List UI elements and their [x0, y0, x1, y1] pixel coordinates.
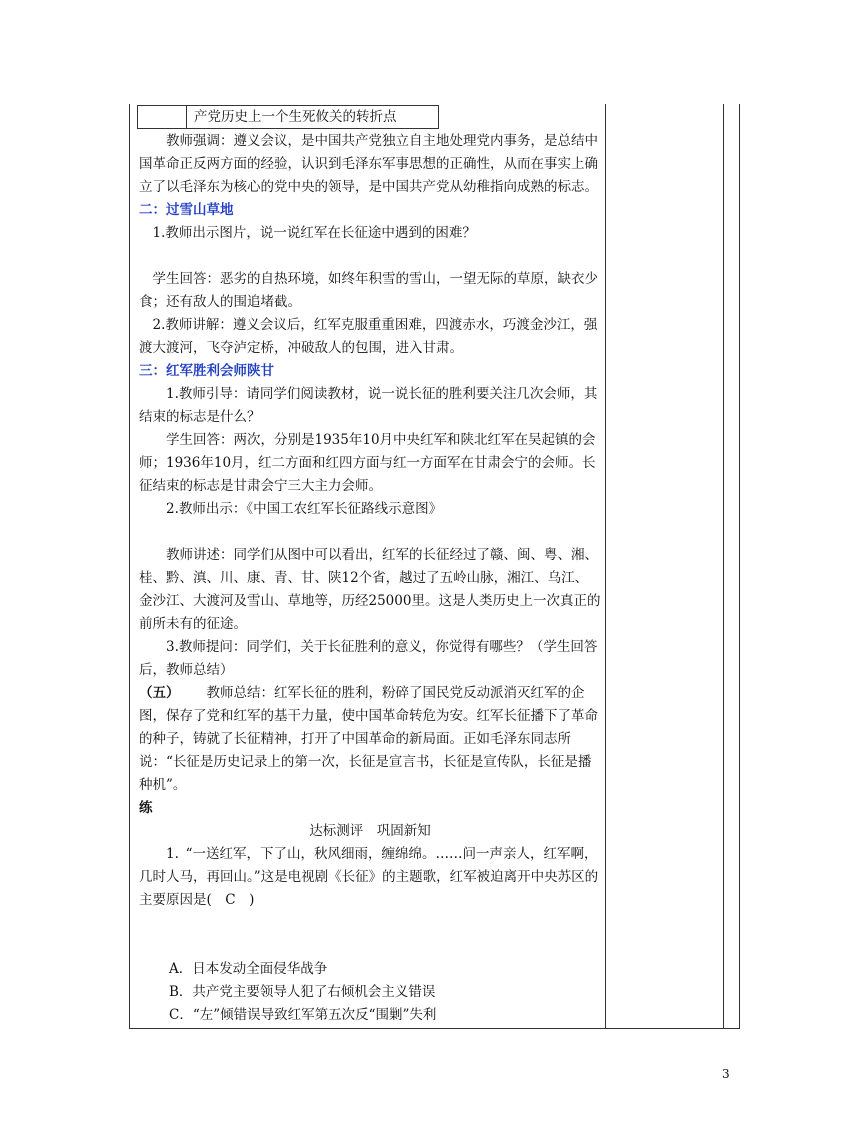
para-zunyi: 教师强调：遵义会议，是中国共产党独立自主地处理党内事务，是总结中国革命正反两方面的经验，认识到毛泽东军事思想的正确性，从而在事实上确立了以毛泽东为核心的党中央的领导，是中国共产党从幼稚指向成熟的标志。 — [139, 133, 598, 195]
teacher-narrate: 教师讲述：同学们从图中可以看出，红军的长征经过了赣、闽、粤、湘、桂、黔、滇、川、康、青、甘、陕12个省，越过了五岭山脉，湘江、乌江、金沙江、大渡河及雪山、草地等，历经25000里。这是人类历史上一次真正的前所未有的征途。 — [139, 547, 601, 632]
option-b: B．共产党主要领导人犯了右倾机会主义错误 — [169, 984, 436, 1000]
lesson-content — [139, 130, 601, 1027]
page-number: 3 — [722, 1067, 730, 1081]
question-rendezvous: 1.教师引导：请同学们阅读教材，说一说长征的胜利要关注几次会师，其结束的标志是什么？ — [139, 386, 598, 425]
test-title: 达标测评 巩固新知 — [309, 823, 431, 839]
section-five-label: （五） — [139, 685, 180, 701]
question-difficulties: 1.教师出示图片，说一说红军在长征途中遇到的困难？ — [152, 225, 476, 241]
option-a: A．日本发动全面侵华战争 — [169, 961, 328, 977]
column-divider-1 — [605, 104, 606, 1028]
map-show: 2.教师出示：《中国工农红军长征路线示意图》 — [166, 501, 443, 517]
top-empty-cell — [138, 106, 187, 128]
question-text: “一送红军，下了山，秋风细雨，缠绵绵。……问一声亲人，红军啊，几时人马，再回山。”这是电视剧《长征》的主题歌，红军被迫离开中央苏区的主要原因是( C ) — [139, 846, 599, 908]
top-cell-text: 产党历史上一个生死攸关的转折点 — [194, 109, 397, 125]
answer-rendezvous: 学生回答：两次，分别是1935年10月中央红军和陕北红军在吴起镇的会师；1936年10月，红二方面和红四方面与红一方面军在甘肃会宁的会师。长征结束的标志是甘肃会宁三大主力会师。 — [139, 432, 596, 494]
summary-paragraph — [139, 682, 601, 797]
column-divider-2 — [723, 104, 724, 1028]
practice-label: 练 — [139, 800, 153, 816]
question-number: 1. — [166, 846, 179, 862]
answer-difficulties: 学生回答：恶劣的自热环境，如终年积雪的雪山，一望无际的草原，缺衣少食；还有敌人的围追堵截。 — [139, 271, 598, 310]
option-c: C．“左”倾错误导致红军第五次反“围剿”失利 — [169, 1007, 437, 1023]
teacher-explain: 2.教师讲解：遵义会议后，红军克服重重困难，四渡赤水，巧渡金沙江，强渡大渡河，飞夺泸定桥，冲破敌人的包围，进入甘肃。 — [139, 317, 598, 356]
heading-snow-mountain: 二：过雪山草地 — [139, 202, 234, 218]
heading-victory: 三：红军胜利会师陕甘 — [139, 363, 274, 379]
question-significance: 3.教师提问：同学们，关于长征胜利的意义，你觉得有哪些？（学生回答后，教师总结） — [139, 639, 598, 678]
summary-text: 教师总结：红军长征的胜利，粉碎了国民党反动派消灭红军的企图，保存了党和红军的基干力量，使中国革命转危为安。红军长征播下了革命的种子，铸就了长征精神，打开了中国革命的新局面。正如毛泽东同志所说：“长征是历史记录上的第一次，长征是宣言书，长征是宣传队，长征是播种机”。 — [139, 685, 598, 793]
top-inner-row — [137, 105, 439, 129]
test-question — [139, 843, 601, 912]
